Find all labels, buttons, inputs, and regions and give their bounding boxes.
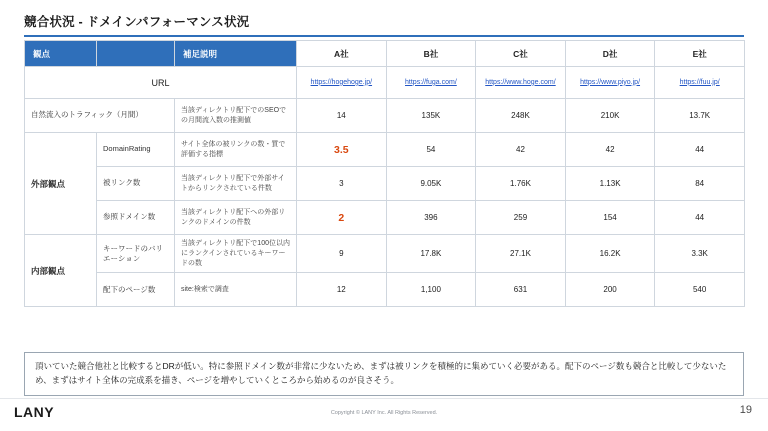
cell-refdomains-e: 44 [655,201,745,235]
row-item-keywords: キーワードのバリエーション [97,235,175,273]
url-link-d[interactable]: https://www.piyo.jp/ [580,78,641,86]
cell-keywords-b: 17.8K [386,235,476,273]
header-company-c: C社 [476,41,566,67]
cell-keywords-c: 27.1K [476,235,566,273]
row-group-external: 外部観点 [25,133,97,235]
title-block [24,12,744,37]
table-row [25,167,745,201]
row-desc-refdomains: 当該ディレクトリ配下への外部リンクのドメインの件数 [175,201,297,235]
table-row [25,273,745,307]
table-row [25,201,745,235]
row-desc-backlinks: 当該ディレクトリ配下で外部サイトからリンクされている件数 [175,167,297,201]
cell-refdomains-c: 259 [476,201,566,235]
url-link-a[interactable]: https://hogehoge.jp/ [310,78,373,86]
header-company-b: B社 [386,41,476,67]
url-link-b[interactable]: https://fuga.com/ [405,78,457,86]
footer-divider [0,398,768,399]
cell-pages-b: 1,100 [386,273,476,307]
row-item-traffic: 自然流入のトラフィック（月間） [25,99,175,133]
url-cell-a[interactable] [297,67,387,99]
row-desc-pages: site:検索で調査 [175,273,297,307]
table-row [25,99,745,133]
cell-pages-e: 540 [655,273,745,307]
url-link-c[interactable]: https://www.hoge.com/ [485,78,556,86]
header-company-d: D社 [565,41,655,67]
cell-traffic-b: 135K [386,99,476,133]
cell-pages-a: 12 [297,273,387,307]
row-desc-keywords: 当該ディレクトリ配下で100位以内にランクインされているキーワードの数 [175,235,297,273]
cell-pages-d: 200 [565,273,655,307]
cell-domainrating-b: 54 [386,133,476,167]
page-number: 19 [739,404,752,416]
cell-domainrating-a: 3.5 [297,133,387,167]
row-group-internal: 内部観点 [25,235,97,307]
row-desc-domainrating: サイト全体の被リンクの数・質で評価する指標 [175,133,297,167]
title-underline [24,35,744,37]
cell-refdomains-a: 2 [297,201,387,235]
url-row-label: URL [25,67,297,99]
url-cell-c[interactable] [476,67,566,99]
cell-backlinks-c: 1.76K [476,167,566,201]
brand-logo: LANY [14,404,55,420]
header-company-e: E社 [655,41,745,67]
cell-backlinks-b: 9.05K [386,167,476,201]
header-desc: 補足説明 [175,41,297,67]
cell-refdomains-d: 154 [565,201,655,235]
cell-traffic-a: 14 [297,99,387,133]
cell-refdomains-b: 396 [386,201,476,235]
table-row-url [25,67,745,99]
cell-domainrating-d: 42 [565,133,655,167]
cell-keywords-a: 9 [297,235,387,273]
url-link-e[interactable]: https://fuu.jp/ [679,78,720,86]
row-item-pages: 配下のページ数 [97,273,175,307]
url-cell-b[interactable] [386,67,476,99]
cell-traffic-c: 248K [476,99,566,133]
row-item-domainrating: DomainRating [97,133,175,167]
header-company-a: A社 [297,41,387,67]
cell-keywords-d: 16.2K [565,235,655,273]
row-item-backlinks: 被リンク数 [97,167,175,201]
page-title: 競合状況 - ドメインパフォーマンス状況 [24,15,250,29]
url-cell-d[interactable] [565,67,655,99]
header-item [97,41,175,67]
cell-pages-c: 631 [476,273,566,307]
cell-backlinks-a: 3 [297,167,387,201]
cell-backlinks-d: 1.13K [565,167,655,201]
table-header-row [25,41,745,67]
cell-backlinks-e: 84 [655,167,745,201]
cell-traffic-d: 210K [565,99,655,133]
table-row [25,235,745,273]
url-cell-e[interactable] [655,67,745,99]
domain-performance-table [24,40,744,307]
row-desc-traffic: 当該ディレクトリ配下でのSEOでの月間流入数の推測値 [175,99,297,133]
cell-domainrating-c: 42 [476,133,566,167]
header-view: 観点 [25,41,97,67]
row-item-refdomains: 参照ドメイン数 [97,201,175,235]
cell-domainrating-e: 44 [655,133,745,167]
summary-box: 頂いていた競合他社と比較するとDRが低い。特に参照ドメイン数が非常に少ないため、まずは被リンクを積極的に集めていく必要がある。配下のページ数も競合と比較して少ないため、まずはサイト全体の完成系を描き、ページを増やしていくところから始めるのが良さそう。 [24,352,744,396]
cell-keywords-e: 3.3K [655,235,745,273]
copyright-text: Copyright © LANY Inc. All Rights Reserved. [330,410,438,416]
table-row [25,133,745,167]
cell-traffic-e: 13.7K [655,99,745,133]
